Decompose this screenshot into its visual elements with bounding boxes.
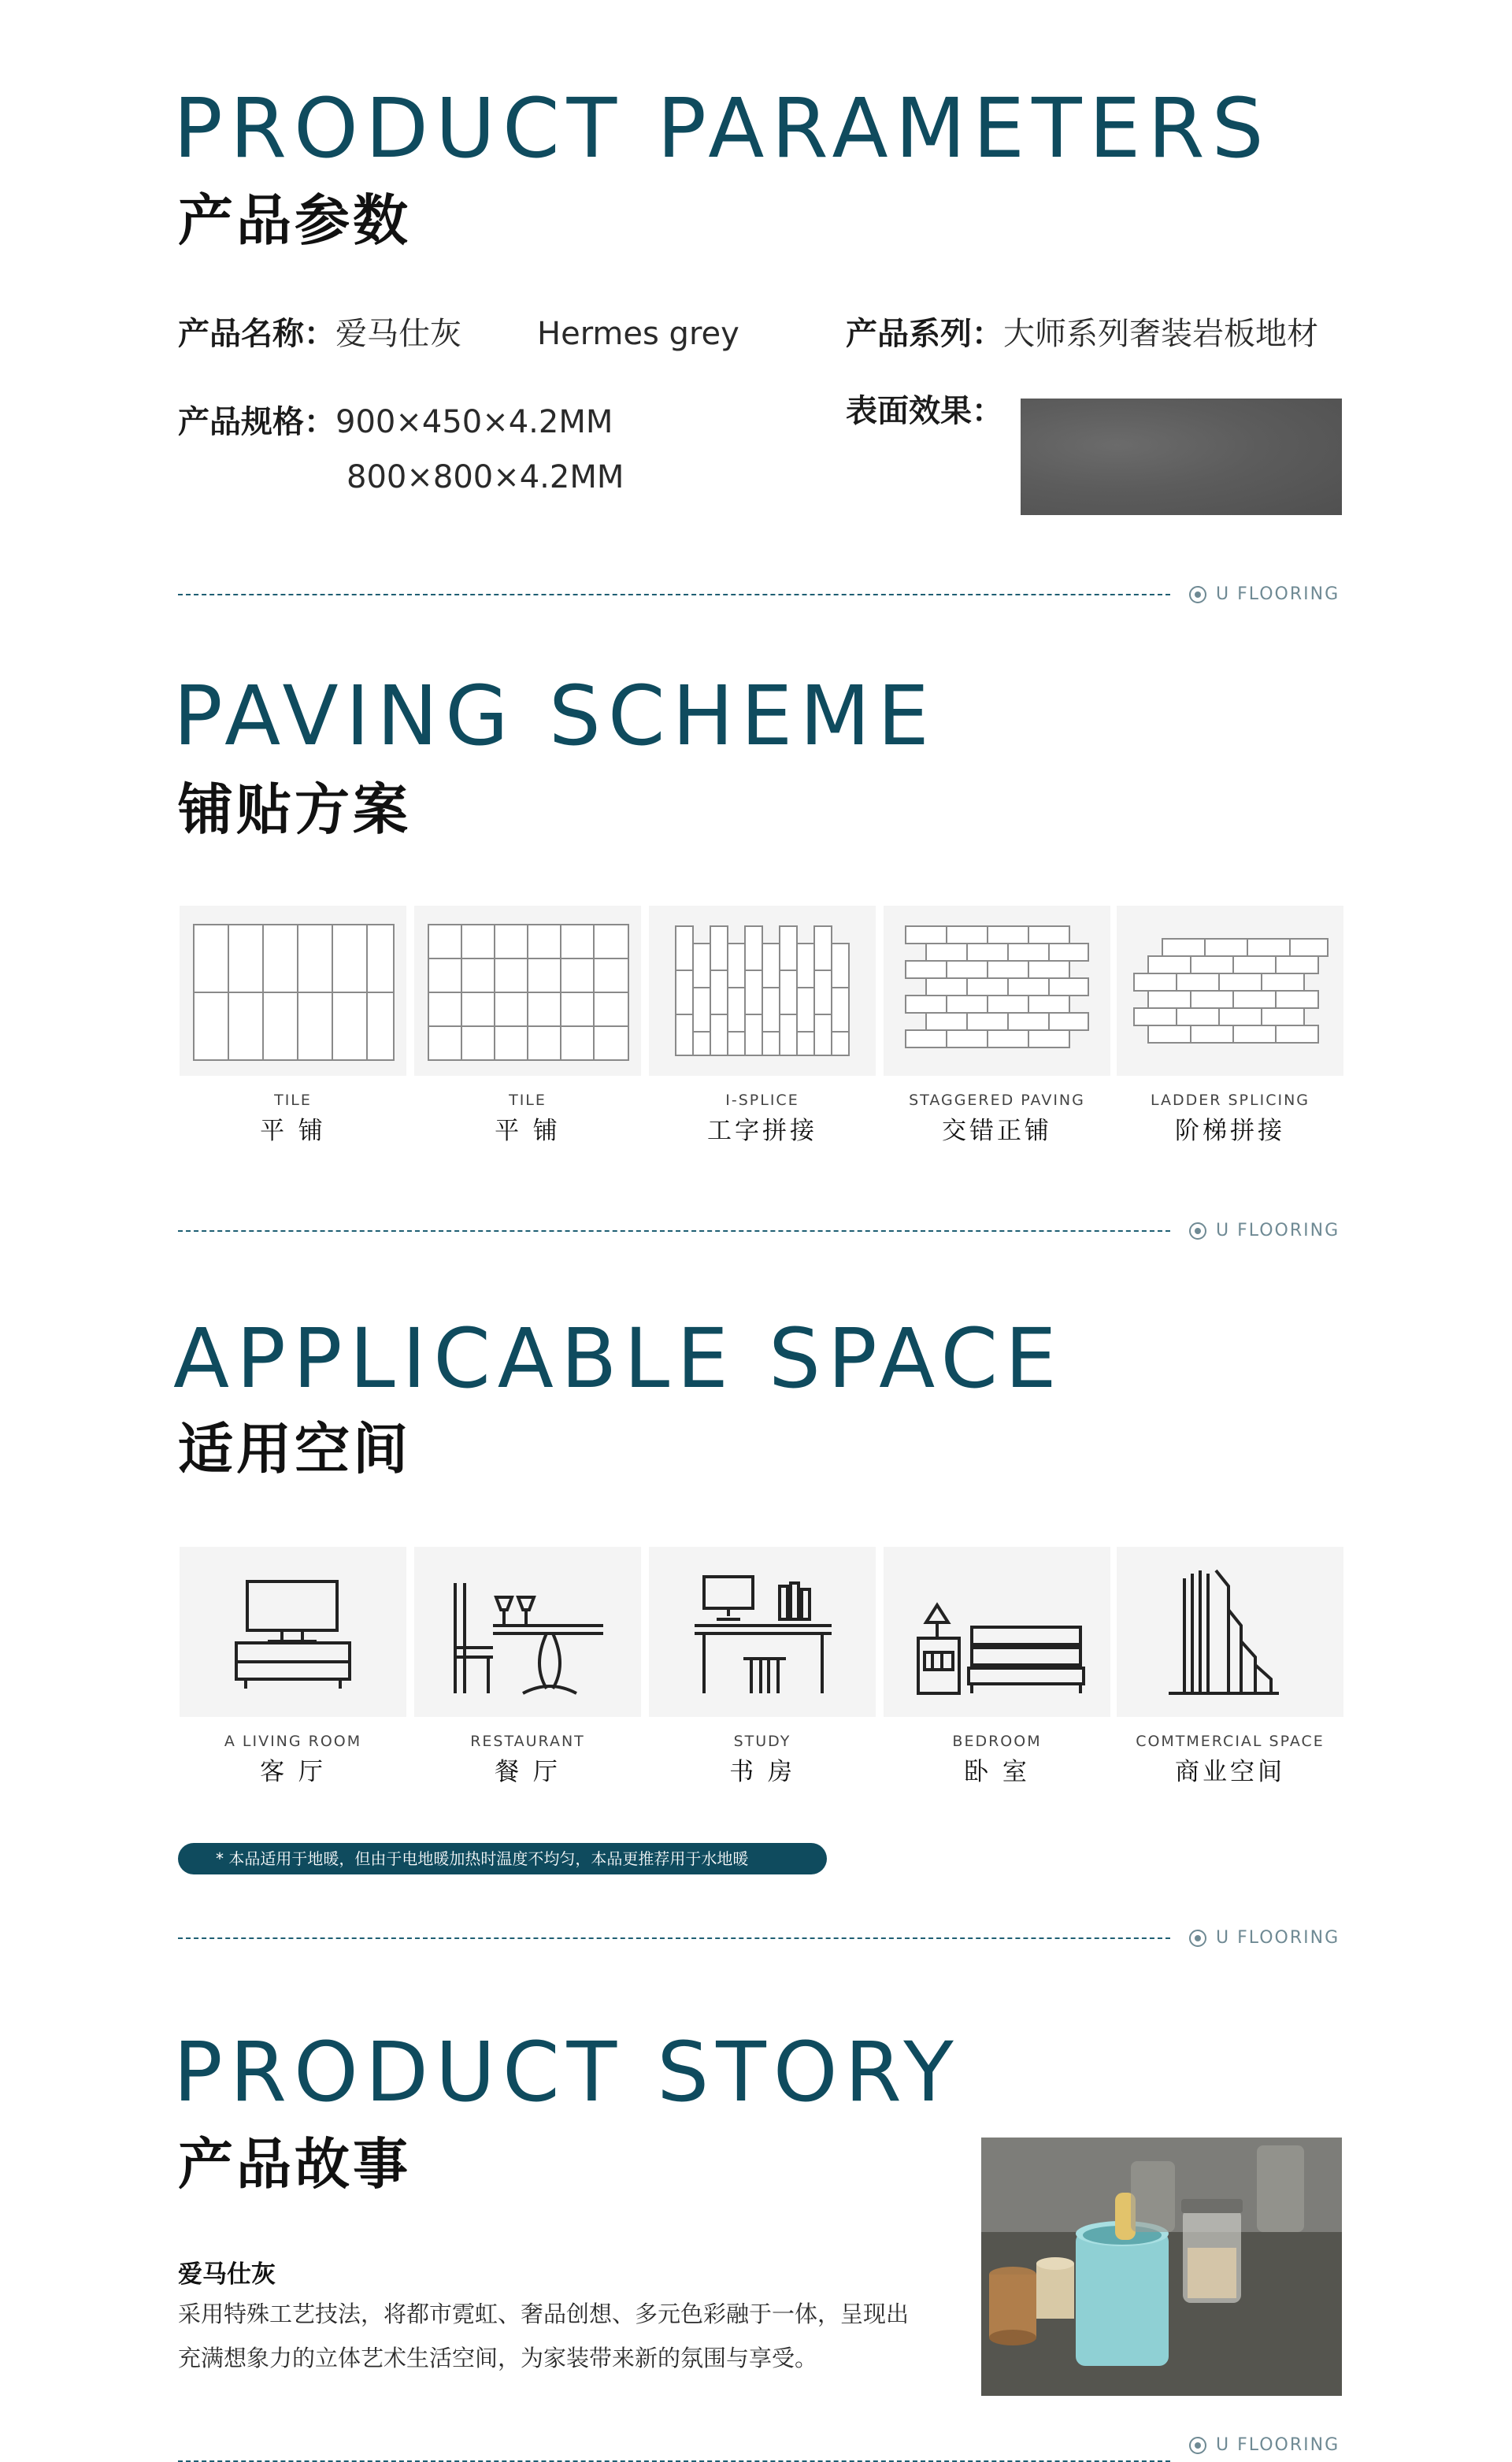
product-name-row <box>178 315 461 353</box>
ladder-pattern-icon <box>1117 906 1343 1076</box>
paving-caption-en: STAGGERED PAVING <box>909 1092 1085 1109</box>
paving-caption-en: TILE <box>509 1092 547 1109</box>
heating-note-badge: * 本品适用于地暖，但由于电地暖加热时温度不均匀，本品更推荐用于水地暖 <box>178 1843 827 1874</box>
brand-mark <box>1189 2435 1340 2455</box>
surface-swatch-image <box>1021 399 1342 515</box>
staggered-pattern-icon <box>884 906 1110 1076</box>
u-flooring-logo-icon <box>1189 586 1206 603</box>
paving-caption-cn: 平 铺 <box>260 1117 326 1145</box>
paving-caption-en: LADDER SPLICING <box>1150 1092 1310 1109</box>
product-name-en-text: Hermes grey <box>537 316 739 352</box>
space-title-cn: 适用空间 <box>178 1417 411 1481</box>
space-caption-cn: 卧 室 <box>964 1758 1030 1786</box>
space-caption-en: COMTMERCIAL SPACE <box>1136 1733 1325 1750</box>
u-flooring-logo-icon <box>1189 2437 1206 2454</box>
paving-card-tile-2 <box>414 906 641 1076</box>
space-caption-cn: 餐 厅 <box>495 1758 561 1786</box>
i-splice-pattern-icon <box>649 906 876 1076</box>
product-name-cn: 爱马仕灰 <box>335 316 461 352</box>
params-title-en: PRODUCT PARAMETERS <box>173 80 1271 176</box>
u-flooring-logo-icon <box>1189 1222 1206 1240</box>
product-name-en <box>537 315 739 353</box>
paving-caption-en: I-SPLICE <box>725 1092 799 1109</box>
brand-text: U FLOORING <box>1216 1928 1340 1948</box>
product-spec-row <box>178 403 613 441</box>
brand-mark <box>1189 1928 1340 1948</box>
product-spec-2-row <box>346 458 624 496</box>
story-title-en: PRODUCT STORY <box>173 2024 961 2120</box>
surface-effect-row <box>846 392 1003 430</box>
study-desk-icon <box>649 1547 876 1717</box>
story-body: 采用特殊工艺技法，将都市霓虹、奢品创想、多元色彩融于一体，呈现出充满想象力的立体艺术生活空间，为家装带来新的氛围与享受。 <box>178 2301 910 2371</box>
product-series-row <box>846 315 1318 353</box>
bed-icon <box>884 1547 1110 1717</box>
space-caption-en: STUDY <box>733 1733 791 1750</box>
surface-effect-label: 表面效果： <box>846 393 1003 429</box>
space-card-living-room <box>180 1547 406 1717</box>
brand-text: U FLOORING <box>1216 2435 1340 2455</box>
brand-text: U FLOORING <box>1216 584 1340 604</box>
params-title-cn: 产品参数 <box>178 188 411 253</box>
space-card-commercial <box>1117 1547 1343 1717</box>
tv-cabinet-icon <box>180 1547 406 1717</box>
space-card-study <box>649 1547 876 1717</box>
paving-card-staggered <box>884 906 1110 1076</box>
brand-mark <box>1189 1221 1340 1240</box>
paving-title-en: PAVING SCHEME <box>173 668 936 764</box>
space-caption-en: BEDROOM <box>952 1733 1042 1750</box>
paving-card-tile-1 <box>180 906 406 1076</box>
u-flooring-logo-icon <box>1189 1930 1206 1947</box>
story-heading: 爱马仕灰 <box>178 2260 276 2289</box>
buildings-icon <box>1117 1547 1343 1717</box>
story-title-cn: 产品故事 <box>178 2132 411 2197</box>
paving-caption-en: TILE <box>274 1092 312 1109</box>
space-caption-cn: 客 厅 <box>260 1758 326 1786</box>
section-divider <box>178 1937 1170 1939</box>
product-spec-1: 900×450×4.2MM <box>335 404 613 440</box>
paving-card-ladder <box>1117 906 1343 1076</box>
paving-caption-cn: 工字拼接 <box>707 1117 817 1145</box>
paving-title-cn: 铺贴方案 <box>178 777 411 842</box>
kitchen-cups-illustration <box>981 2138 1342 2396</box>
product-spec-label: 产品规格： <box>178 404 335 440</box>
tile-grid-pattern-icon <box>180 906 406 1076</box>
paving-caption-cn: 平 铺 <box>495 1117 561 1145</box>
dining-table-icon <box>414 1547 641 1717</box>
space-card-restaurant <box>414 1547 641 1717</box>
tile-grid-pattern-icon <box>414 906 641 1076</box>
product-series-value: 大师系列奢装岩板地材 <box>1003 316 1318 352</box>
brand-mark <box>1189 584 1340 604</box>
paving-caption-cn: 阶梯拼接 <box>1175 1117 1285 1145</box>
product-series-label: 产品系列： <box>846 316 1003 352</box>
space-title-en: APPLICABLE SPACE <box>173 1311 1064 1407</box>
product-spec-2: 800×800×4.2MM <box>346 459 624 495</box>
product-scene-photo <box>981 2138 1342 2396</box>
paving-caption-cn: 交错正铺 <box>942 1117 1052 1145</box>
space-caption-cn: 商业空间 <box>1175 1758 1285 1786</box>
space-caption-en: A LIVING ROOM <box>224 1733 362 1750</box>
space-caption-en: RESTAURANT <box>470 1733 585 1750</box>
section-divider <box>178 1230 1170 1232</box>
brand-text: U FLOORING <box>1216 1221 1340 1240</box>
section-divider <box>178 594 1170 595</box>
paving-card-i-splice <box>649 906 876 1076</box>
product-name-label: 产品名称： <box>178 316 335 352</box>
space-caption-cn: 书 房 <box>729 1758 795 1786</box>
space-card-bedroom <box>884 1547 1110 1717</box>
